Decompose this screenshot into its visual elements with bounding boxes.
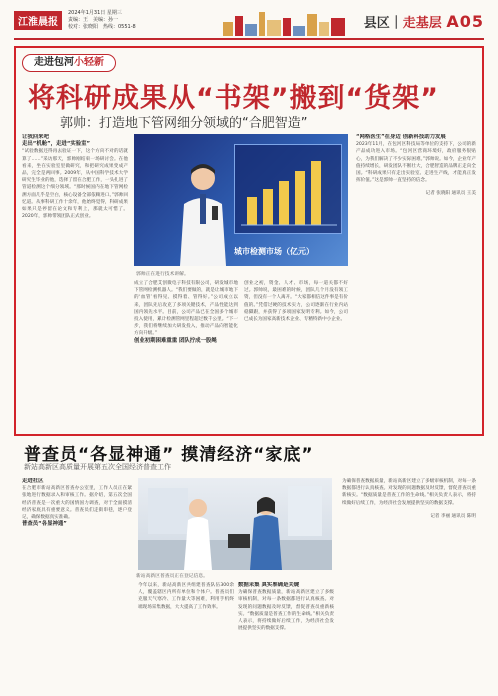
speaker-person-icon bbox=[174, 160, 232, 266]
article1-col2-heading: 创业初期困难重重 团队拧成一股绳 bbox=[134, 337, 217, 344]
column-tag-prefix: 走进包河 bbox=[34, 57, 74, 68]
article1-col4-heading: “网格医生”在身边 创新科技助力发展 bbox=[356, 134, 446, 140]
section-county: 县区 bbox=[363, 16, 390, 31]
article2-col4 bbox=[342, 478, 476, 688]
section-title bbox=[364, 12, 484, 31]
article1-col4 bbox=[356, 134, 476, 430]
article1-col2 bbox=[134, 280, 238, 430]
article2-col3-text: 为确保普查数据质量，新站高新区建立了多级审核机制，对每一条数据都进行认真核查。对发现的问题数据及时反馈，督促普查员重新核实。“数据质量是普查工作的生命线。”相关负责人表示，将持续做好后续工作，为经济社会发展提供坚实的数据支撑。 bbox=[238, 590, 334, 632]
article2-photo bbox=[138, 478, 332, 570]
column-tag-highlight: 小轻新 bbox=[74, 57, 104, 68]
article1-byline: 记者 张晓阳 通讯员 王美 bbox=[425, 191, 476, 197]
masthead-meta bbox=[68, 10, 136, 31]
article2-col1 bbox=[22, 478, 132, 688]
meta-editor: 责编：王 美编：孙一 bbox=[68, 17, 119, 23]
section-separator: ｜ bbox=[389, 16, 403, 31]
meta-date: 2024年1月31日 星期三 bbox=[68, 10, 122, 16]
page-number: A05 bbox=[446, 12, 484, 31]
article1-photo-caption: 郭帅正在进行技术讲解。 bbox=[136, 272, 189, 277]
article2-byline: 记者 李丽 通讯员 陈明 bbox=[430, 513, 476, 519]
article1-col1-text: “试验数据还得再去验证一下，这个方向不对的话就算了……”采访那天，郭帅刚结束一场研讨会。在他看来，坐在实验室里做研究，和把研究成果变成产品，完全是两回事。2009年，从中国科学技术大学研究生毕业的他，选择了留在合肥工作，一头扎进了管道检测这个细分领域。“那时候国内在地下管网检测方面几乎是空白，核心设备全部依赖进口。”郭帅回忆道。从事科研工作十余年，他始终觉得，科研成果如果只是停留在论文和专利上，那就太可惜了。2020年，郭帅带领团队正式创业。 bbox=[22, 149, 128, 220]
census-workers-photo-icon bbox=[138, 478, 332, 570]
article1-photo bbox=[134, 134, 348, 266]
article2-col1-heading: 走进社区 bbox=[22, 478, 44, 484]
article2-col2 bbox=[138, 582, 234, 688]
article2-col2-text: 今年以来，新站高新区共组建普查队伍300余人，覆盖辖区内所有单位和个体户。普查员们克服天气寒冷、工作量大等困难，利用手机终端现场采集数据，大大提高了工作效率。 bbox=[138, 583, 234, 610]
paper-name: 江淮晨报 bbox=[14, 11, 62, 30]
meta-proof: 校对：张晓阳 热线：0551-8 bbox=[68, 24, 136, 30]
masthead bbox=[14, 8, 484, 40]
screen-chart-icon bbox=[235, 145, 343, 235]
article2-headline: 普查员“各显神通” 摸清经济“家底” bbox=[24, 445, 314, 465]
article1-col2-text: 成立了合肥艾创微电子科技有限公司，研发城市地下管网检测机器人。“我们要做的，就是让城市地下的‘血管’看得见、摸得着、管得好。”公司成立以来，团队先后攻克了多项关键技术，产品性能达到国内领先水平。目前，公司产品已在全国多个城市投入使用，累计检测管网里程超过数千公里。“下一步，我们将继续加大研发投入，推动产品向智能化方向升级。” bbox=[134, 281, 238, 337]
presentation-screen bbox=[234, 144, 342, 234]
article1-subhead: 郭帅：打造地下管网细分领域的“合肥智造” bbox=[60, 116, 308, 131]
article1-col4-text: 2023年11月，在包河区科技局等单位的支持下，公司的新产品成功进入市场。“包河区营商环境好，政府服务很贴心，为我们解决了不少实际困难。”郭帅说。如今，企业年产值持续增长，研发团队不断壮大，合肥智造的品牌正走向全国。“科研成果只有走出实验室、走进生产线，才能真正发挥价值。”这是郭帅一直坚持的信念。 bbox=[356, 142, 476, 184]
article2-col3-heading: 数据采集 真实准确是关键 bbox=[238, 582, 300, 588]
article2-col4-text: 为确保普查数据质量，新站高新区建立了多级审核机制，对每一条数据都进行认真核查。对发现的问题数据及时反馈，督促普查员重新核实。“数据质量是普查工作的生命线。”相关负责人表示，将持续做好后续工作，为经济社会发展提供坚实的数据支撑。 bbox=[342, 479, 476, 506]
article2-col1-text: 在合肥市新站高新区普查办公室里，工作人员正在紧张地进行数据录入和审核工作。据介绍，第五次全国经济普查是一次重大的国情国力调查，对于全面摸清经济家底具有重要意义。普查员们走街串巷，逐户登记，确保数据真实准确。 bbox=[22, 486, 132, 521]
article2-col3 bbox=[238, 582, 334, 688]
skyline-illustration-icon bbox=[219, 8, 349, 36]
section-grassroots: 走基层 bbox=[402, 16, 442, 31]
article1-col3 bbox=[244, 280, 348, 430]
article1-col3-text: 创业之初，资金、人才、市场，每一道关都不好过。郭帅说，最困难的时候，团队几个月没有领工资，但没有一个人离开。“大家都相信这件事是有价值的。”凭借过硬的技术实力，公司逐渐在行业内站稳脚跟，并获得了多项国家发明专利。如今，公司已成长为国家高新技术企业、专精特新中小企业。 bbox=[244, 281, 348, 323]
column-tag bbox=[22, 54, 116, 72]
article1-col1-heading: 让我回来吧 bbox=[22, 134, 49, 140]
article1-headline: 将科研成果从“书架”搬到“货架” bbox=[28, 83, 439, 114]
article1-col1 bbox=[22, 134, 128, 430]
photo-slogan: 城市检测市场（亿元） bbox=[234, 247, 314, 256]
article2-subhead: 新站高新区高质量开展第五次全国经济普查工作 bbox=[24, 463, 171, 471]
article2-photo-caption: 新站高新区普查员正在登记信息。 bbox=[136, 574, 208, 579]
article1-col1-subheading: 走出“机舱”，走进“实验室” bbox=[22, 141, 91, 148]
article2-col1-heading2: 普查员“各显神通” bbox=[22, 521, 67, 528]
